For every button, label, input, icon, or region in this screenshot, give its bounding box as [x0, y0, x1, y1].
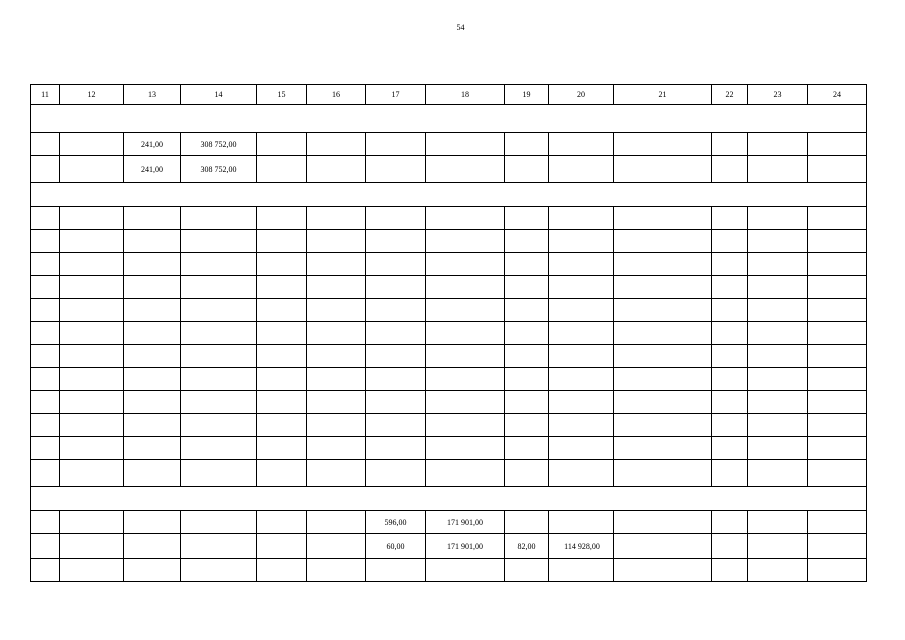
- table-cell: [808, 345, 867, 368]
- table-row: [31, 207, 867, 230]
- table-cell: [549, 276, 614, 299]
- table-row: [31, 322, 867, 345]
- table-cell: [549, 230, 614, 253]
- table-cell: [549, 299, 614, 322]
- table-cell: [549, 391, 614, 414]
- table-cell: [181, 299, 257, 322]
- table-cell: [426, 133, 505, 156]
- table-cell: [426, 414, 505, 437]
- table-cell: 82,00: [505, 534, 549, 559]
- table-cell: [307, 133, 366, 156]
- section-row: [31, 487, 867, 511]
- table-cell: [549, 156, 614, 183]
- table-row: [31, 230, 867, 253]
- table-cell: [505, 156, 549, 183]
- table-cell: [549, 559, 614, 582]
- table-cell: [124, 299, 181, 322]
- table-cell: [366, 559, 426, 582]
- table-cell: [549, 133, 614, 156]
- table-cell: [181, 276, 257, 299]
- table-cell: [307, 322, 366, 345]
- table-cell: [181, 534, 257, 559]
- table-cell: [181, 391, 257, 414]
- table-row: [31, 156, 867, 183]
- table-cell: [124, 414, 181, 437]
- table-cell: [614, 299, 712, 322]
- table-cell: [31, 391, 60, 414]
- table-cell: [426, 559, 505, 582]
- column-header: 22: [712, 85, 748, 105]
- table-cell: [549, 345, 614, 368]
- table-cell: [366, 230, 426, 253]
- table-cell: [426, 230, 505, 253]
- table-cell: [366, 414, 426, 437]
- table-cell: [60, 559, 124, 582]
- table-cell: [60, 368, 124, 391]
- table-cell: [505, 207, 549, 230]
- table-cell: [31, 133, 60, 156]
- table-cell: [505, 511, 549, 534]
- table-cell: [748, 322, 808, 345]
- table-cell: [60, 460, 124, 487]
- table-row: [31, 133, 867, 156]
- table-cell: [60, 230, 124, 253]
- table-cell: [712, 437, 748, 460]
- table-cell: [712, 322, 748, 345]
- table-cell: [60, 276, 124, 299]
- table-cell: [808, 534, 867, 559]
- table-cell: [426, 156, 505, 183]
- column-header: 14: [181, 85, 257, 105]
- table-cell: [505, 299, 549, 322]
- table-cell: [124, 345, 181, 368]
- section-cell: [31, 487, 867, 511]
- column-header: 24: [808, 85, 867, 105]
- table-cell: 171 901,00: [426, 511, 505, 534]
- table-cell: [257, 253, 307, 276]
- table-cell: [712, 299, 748, 322]
- table-cell: [614, 345, 712, 368]
- table-row: [31, 460, 867, 487]
- table-cell: [549, 460, 614, 487]
- table-cell: [60, 299, 124, 322]
- table-cell: [748, 460, 808, 487]
- table-cell: [505, 276, 549, 299]
- table-cell: [31, 414, 60, 437]
- table-cell: [614, 368, 712, 391]
- table-cell: [712, 534, 748, 559]
- table-cell: [712, 345, 748, 368]
- table-cell: [181, 559, 257, 582]
- table-cell: [712, 511, 748, 534]
- table-cell: [60, 156, 124, 183]
- table-cell: [614, 460, 712, 487]
- table-cell: [366, 133, 426, 156]
- table-cell: [257, 133, 307, 156]
- table-cell: [366, 207, 426, 230]
- table-cell: [505, 133, 549, 156]
- table-cell: [307, 276, 366, 299]
- table-cell: [614, 391, 712, 414]
- table-cell: [181, 368, 257, 391]
- table-cell: [60, 391, 124, 414]
- table-cell: [60, 207, 124, 230]
- table-cell: [505, 322, 549, 345]
- table-cell: [366, 391, 426, 414]
- table-cell: [181, 253, 257, 276]
- table-row: [31, 345, 867, 368]
- table-cell: [505, 391, 549, 414]
- table-header-row: [31, 85, 867, 105]
- table-cell: [808, 299, 867, 322]
- table-cell: [426, 368, 505, 391]
- table-cell: [748, 414, 808, 437]
- table-cell: [808, 156, 867, 183]
- table-cell: [748, 230, 808, 253]
- table-cell: 308 752,00: [181, 133, 257, 156]
- table-cell: [549, 253, 614, 276]
- table-row: [31, 253, 867, 276]
- table-cell: [426, 322, 505, 345]
- table-cell: [808, 511, 867, 534]
- column-header: 16: [307, 85, 366, 105]
- table-cell: [808, 276, 867, 299]
- table-cell: [31, 230, 60, 253]
- table-cell: [181, 414, 257, 437]
- section-cell: [31, 183, 867, 207]
- table-cell: [60, 511, 124, 534]
- table-cell: [748, 299, 808, 322]
- table-cell: [307, 345, 366, 368]
- table-cell: [60, 133, 124, 156]
- table-cell: [31, 460, 60, 487]
- table-cell: [712, 414, 748, 437]
- table-cell: [614, 534, 712, 559]
- table-cell: [426, 253, 505, 276]
- table-cell: [31, 534, 60, 559]
- table-cell: 114 928,00: [549, 534, 614, 559]
- table-cell: [307, 230, 366, 253]
- table-row: [31, 414, 867, 437]
- table-cell: [366, 437, 426, 460]
- table-cell: [124, 276, 181, 299]
- table-cell: 60,00: [366, 534, 426, 559]
- table-cell: [614, 276, 712, 299]
- table-cell: [366, 322, 426, 345]
- table-cell: [257, 511, 307, 534]
- table-cell: [712, 230, 748, 253]
- section-row: [31, 105, 867, 133]
- table-row: [31, 559, 867, 582]
- table-cell: [31, 559, 60, 582]
- table-cell: [808, 437, 867, 460]
- table-cell: [181, 460, 257, 487]
- table-cell: [748, 559, 808, 582]
- table-cell: [257, 345, 307, 368]
- table-cell: [808, 460, 867, 487]
- table-cell: 308 752,00: [181, 156, 257, 183]
- table-cell: [31, 345, 60, 368]
- table-cell: [257, 230, 307, 253]
- table-cell: [614, 414, 712, 437]
- table-cell: [181, 437, 257, 460]
- table-cell: [307, 559, 366, 582]
- table-cell: [748, 437, 808, 460]
- section-cell: [31, 105, 867, 133]
- table-cell: [124, 534, 181, 559]
- table-cell: [60, 414, 124, 437]
- table-cell: [31, 322, 60, 345]
- table-cell: [614, 322, 712, 345]
- table-cell: [257, 299, 307, 322]
- table-cell: [808, 207, 867, 230]
- table-cell: [307, 368, 366, 391]
- table-cell: [712, 559, 748, 582]
- table-cell: [712, 460, 748, 487]
- table-cell: [426, 299, 505, 322]
- table-cell: [748, 156, 808, 183]
- table-cell: [257, 460, 307, 487]
- column-header: 20: [549, 85, 614, 105]
- table-cell: [31, 437, 60, 460]
- table-cell: [366, 156, 426, 183]
- table-cell: [181, 322, 257, 345]
- table-cell: [712, 253, 748, 276]
- table-cell: [257, 322, 307, 345]
- table-cell: [124, 207, 181, 230]
- table-cell: [505, 559, 549, 582]
- table-cell: [257, 368, 307, 391]
- table-cell: [366, 299, 426, 322]
- table-cell: [614, 207, 712, 230]
- table-cell: [808, 368, 867, 391]
- table-cell: [712, 133, 748, 156]
- table-cell: [31, 276, 60, 299]
- table-cell: [549, 368, 614, 391]
- table-cell: [60, 253, 124, 276]
- table-cell: [426, 460, 505, 487]
- table-cell: [614, 511, 712, 534]
- table-cell: [426, 207, 505, 230]
- table-cell: [614, 437, 712, 460]
- table-cell: [257, 437, 307, 460]
- column-header: 12: [60, 85, 124, 105]
- table-cell: [307, 414, 366, 437]
- table-cell: [31, 511, 60, 534]
- table-row: [31, 276, 867, 299]
- table-cell: [60, 534, 124, 559]
- column-header: 18: [426, 85, 505, 105]
- column-header: 19: [505, 85, 549, 105]
- table-cell: [748, 391, 808, 414]
- table-cell: [257, 534, 307, 559]
- table-row: [31, 534, 867, 559]
- table-cell: [60, 437, 124, 460]
- table-cell: [426, 345, 505, 368]
- table-cell: [307, 511, 366, 534]
- table-cell: [124, 253, 181, 276]
- table-cell: [505, 368, 549, 391]
- table-cell: [307, 156, 366, 183]
- table-cell: [712, 156, 748, 183]
- table-cell: [426, 437, 505, 460]
- table-cell: [505, 345, 549, 368]
- table-cell: [505, 460, 549, 487]
- table-cell: [748, 253, 808, 276]
- column-header: 17: [366, 85, 426, 105]
- table-cell: [748, 534, 808, 559]
- table-cell: [31, 299, 60, 322]
- table-cell: [257, 207, 307, 230]
- table-cell: [307, 299, 366, 322]
- table-cell: [181, 230, 257, 253]
- table-cell: [124, 559, 181, 582]
- table-cell: [748, 133, 808, 156]
- table-cell: [124, 322, 181, 345]
- table-cell: [712, 368, 748, 391]
- table-cell: [808, 559, 867, 582]
- data-table: [30, 84, 867, 582]
- table-cell: [505, 414, 549, 437]
- table-cell: [549, 322, 614, 345]
- table-cell: [307, 391, 366, 414]
- table-row: [31, 391, 867, 414]
- table-cell: [181, 345, 257, 368]
- table-cell: [808, 133, 867, 156]
- table-cell: [257, 276, 307, 299]
- table-cell: [549, 207, 614, 230]
- table-cell: [124, 511, 181, 534]
- table-cell: [366, 253, 426, 276]
- table-cell: [808, 322, 867, 345]
- table-cell: [124, 230, 181, 253]
- table-cell: [808, 391, 867, 414]
- table-cell: [307, 460, 366, 487]
- table-cell: [614, 133, 712, 156]
- page-number: 54: [456, 23, 465, 32]
- table-cell: [307, 534, 366, 559]
- table-cell: [257, 414, 307, 437]
- table-cell: [505, 230, 549, 253]
- table-cell: [124, 368, 181, 391]
- table-cell: [748, 207, 808, 230]
- table-cell: [31, 253, 60, 276]
- table-cell: [124, 460, 181, 487]
- table-cell: [366, 345, 426, 368]
- table-cell: [307, 207, 366, 230]
- table-cell: [257, 559, 307, 582]
- column-header: 11: [31, 85, 60, 105]
- table-row: [31, 368, 867, 391]
- table-cell: [257, 391, 307, 414]
- table-cell: [549, 511, 614, 534]
- table-cell: [505, 437, 549, 460]
- table-cell: [748, 368, 808, 391]
- table-cell: [712, 391, 748, 414]
- table-cell: 241,00: [124, 133, 181, 156]
- table-cell: [748, 511, 808, 534]
- column-header: 21: [614, 85, 712, 105]
- table-cell: [426, 276, 505, 299]
- column-header: 15: [257, 85, 307, 105]
- table-row: [31, 437, 867, 460]
- table-cell: [31, 368, 60, 391]
- table-cell: [712, 276, 748, 299]
- column-header: 13: [124, 85, 181, 105]
- table-cell: [748, 345, 808, 368]
- table-cell: [808, 230, 867, 253]
- table-cell: [614, 253, 712, 276]
- table-cell: 171 901,00: [426, 534, 505, 559]
- table-cell: [808, 414, 867, 437]
- table-cell: [712, 207, 748, 230]
- section-row: [31, 183, 867, 207]
- table-cell: [614, 230, 712, 253]
- table-cell: [124, 391, 181, 414]
- table-cell: [60, 322, 124, 345]
- table-cell: [614, 559, 712, 582]
- table-cell: [60, 345, 124, 368]
- table-cell: [307, 253, 366, 276]
- table-cell: [257, 156, 307, 183]
- table-cell: 241,00: [124, 156, 181, 183]
- table-cell: [549, 414, 614, 437]
- table-row: [31, 511, 867, 534]
- table-cell: [748, 276, 808, 299]
- table-row: [31, 299, 867, 322]
- table-cell: [181, 511, 257, 534]
- table-cell: [307, 437, 366, 460]
- column-header: 23: [748, 85, 808, 105]
- table-cell: [31, 156, 60, 183]
- table-cell: [366, 276, 426, 299]
- table-cell: [181, 207, 257, 230]
- table-cell: [549, 437, 614, 460]
- table-cell: [366, 368, 426, 391]
- table-cell: [505, 253, 549, 276]
- table-cell: [124, 437, 181, 460]
- table-cell: [614, 156, 712, 183]
- table-cell: [31, 207, 60, 230]
- table-cell: [366, 460, 426, 487]
- table-cell: [808, 253, 867, 276]
- table-cell: [426, 391, 505, 414]
- table-cell: 596,00: [366, 511, 426, 534]
